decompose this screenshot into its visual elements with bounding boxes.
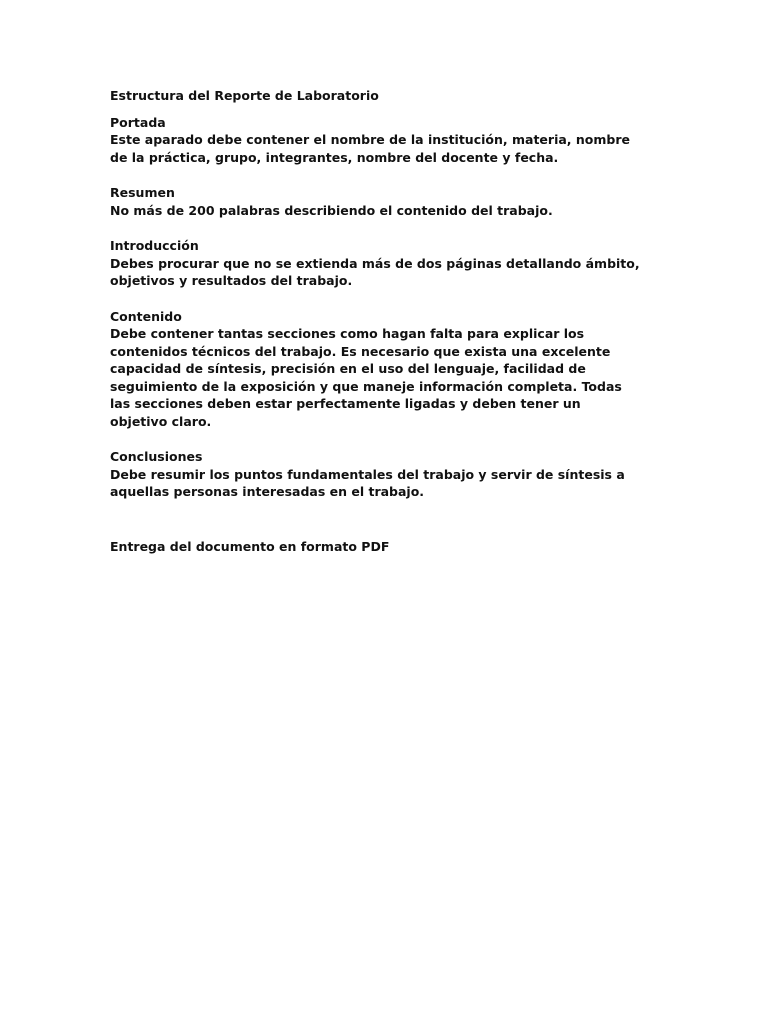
section-resumen [110, 184, 640, 219]
document-title: Estructura del Reporte de Laboratorio [110, 88, 379, 103]
section-heading: Contenido [110, 308, 182, 324]
section-heading: Conclusiones [110, 449, 203, 464]
section-portada [110, 114, 640, 167]
section-body: Debes procurar que no se extienda más de dos páginas detallando ámbito, objetivos y resultados del trabajo. [110, 255, 640, 288]
document-content [110, 87, 640, 555]
section-heading: Resumen [110, 185, 175, 200]
section-body: Este aparado debe contener el nombre de la institución, materia, nombre de la práctica, grupo, integrantes, nombre del docente y fecha. [110, 132, 630, 165]
section-introduccion [110, 237, 640, 290]
section-heading: Portada [110, 114, 166, 130]
section-body: Debe contener tantas secciones como hagan falta para explicar los contenidos técnicos del trabajo. Es necesario que exista una excelente capacidad de síntesis, precisión en el uso del lenguaje, facilidad de seguimiento de la exposición y que maneje información completa. Todas las secciones deben estar perfectamente ligadas y deben tener un objetivo claro. [110, 326, 622, 429]
section-body: No más de 200 palabras describiendo el contenido del trabajo. [110, 202, 553, 218]
closing-note: Entrega del documento en formato PDF [110, 538, 390, 554]
section-contenido [110, 308, 640, 431]
section-body: Debe resumir los puntos fundamentales del trabajo y servir de síntesis a aquellas personas interesadas en el trabajo. [110, 466, 625, 499]
section-conclusiones [110, 448, 640, 501]
section-heading: Introducción [110, 238, 199, 253]
